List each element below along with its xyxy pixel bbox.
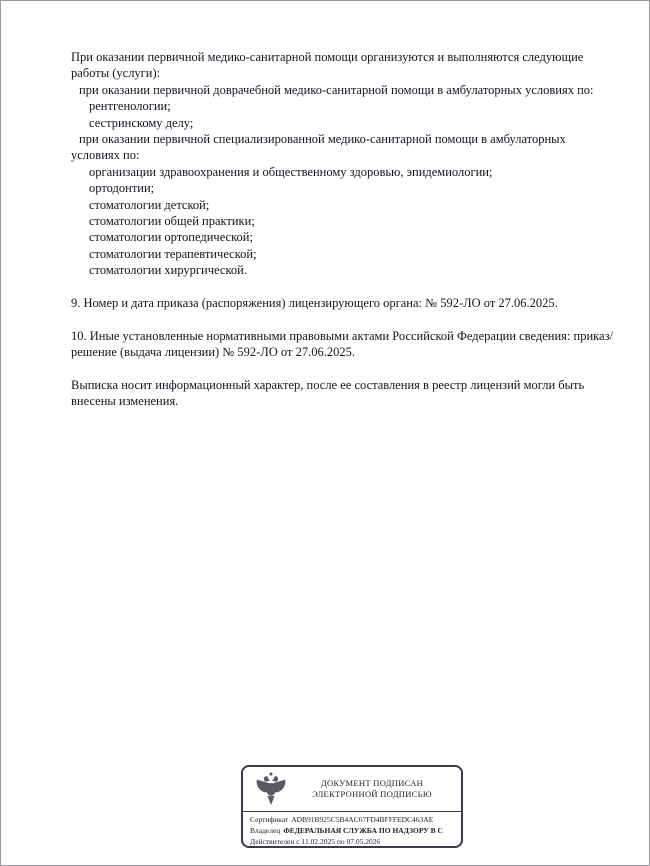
paragraph-services-intro: При оказании первичной медико-санитарной помощи организуются и выполняются следующие работы (услуги):: [71, 50, 584, 81]
list-item: организации здравоохранения и общественному здоровью, эпидемиологии;: [89, 164, 493, 179]
certificate-value: ADB91B925C5B4AC67FD4BFFFEDC463AE: [291, 815, 434, 824]
document-body: [71, 49, 614, 410]
double-headed-eagle-icon: [251, 771, 291, 807]
paragraph-specialized-care: при оказании первичной специализированной медико-санитарной помощи в амбулаторных условиях по:: [71, 132, 566, 163]
validity-line: Действителен с 11.02.2025 по 07.05.2026: [250, 836, 381, 846]
owner-value: ФЕДЕРАЛЬНАЯ СЛУЖБА ПО НАДЗОРУ В С: [283, 825, 443, 835]
list-item: стоматологии общей практики;: [89, 214, 255, 229]
list-item: рентгенологии;: [89, 99, 171, 114]
paragraph-primary-prelicensed: при оказании первичной доврачебной медико-санитарной помощи в амбулаторных условиях по:: [79, 82, 594, 97]
signature-stamp: [241, 765, 463, 848]
stamp-title-line1: ДОКУМЕНТ ПОДПИСАН: [320, 778, 424, 788]
owner-label: Владелец: [250, 825, 281, 835]
list-item: стоматологии хирургической.: [89, 263, 247, 278]
stamp-header: [243, 767, 461, 811]
paragraph-other-info: 10. Иные установленные нормативными правовыми актами Российской Федерации сведения: приказ/решение (выдача лицензии) № 592-ЛО от 27.06.2025.: [71, 328, 614, 360]
certificate-label: Сертификат: [250, 815, 289, 824]
list-item: сестринскому делу;: [89, 115, 194, 130]
paragraph-order-number: 9. Номер и дата приказа (распоряжения) лицензирующего органа: № 592-ЛО от 27.06.2025.: [71, 296, 558, 311]
stamp-title-line2: ЭЛЕКТРОННОЙ ПОДПИСЬЮ: [312, 789, 432, 799]
certificate-line: [250, 815, 454, 826]
stamp-title: [291, 778, 453, 800]
owner-line: [250, 826, 454, 837]
list-item: стоматологии детской;: [89, 197, 210, 212]
list-item: стоматологии терапевтической;: [89, 246, 257, 261]
list-item: стоматологии ортопедической;: [89, 230, 253, 245]
paragraph-disclaimer: Выписка носит информационный характер, после ее составления в реестр лицензий могли быть внесены изменения.: [71, 378, 585, 409]
stamp-details: [243, 812, 461, 847]
list-item: ортодонтии;: [89, 181, 155, 196]
